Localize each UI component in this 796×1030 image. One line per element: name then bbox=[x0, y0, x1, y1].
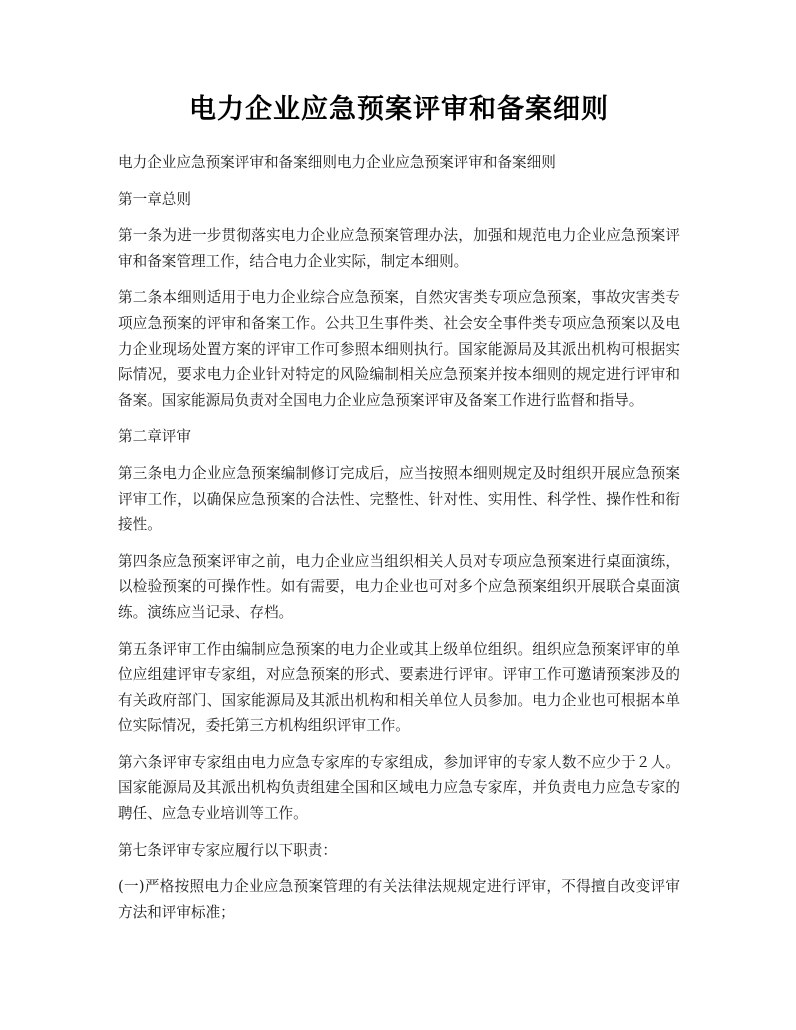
chapter-heading-general: 第一章总则 bbox=[118, 190, 191, 208]
article-1-paragraph: 第一条为进一步贯彻落实电力企业应急预案管理办法，加强和规范电力企业应急预案评审和备案管理工作，结合电力企业实际，制定本细则。 bbox=[118, 227, 680, 270]
article-6-paragraph: 第六条评审专家组由电力应急专家库的专家组成，参加评审的专家人数不应少于２人。国家能源局及其派出机构负责组建全国和区域电力应急专家库，并负责电力应急专家的聘任、应急专业培训等工作。 bbox=[118, 753, 680, 823]
article-5-paragraph: 第五条评审工作由编制应急预案的电力企业或其上级单位组织。组织应急预案评审的单位应组建评审专家组，对应急预案的形式、要素进行评审。评审工作可邀请预案涉及的有关政府部门、国家能源局及其派出机构和相关单位人员参加。电力企业也可根据本单位实际情况，委托第三方机构组织评审工作。 bbox=[118, 640, 680, 735]
article-4-paragraph: 第四条应急预案评审之前，电力企业应当组织相关人员对专项应急预案进行桌面演练，以检验预案的可操作性。如有需要，电力企业也可对多个应急预案组织开展联合桌面演练。演练应当记录、存档。 bbox=[118, 552, 680, 621]
article-7-item-1-paragraph: (一)严格按照电力企业应急预案管理的有关法律法规规定进行评审，不得擅自改变评审方法和评审标准； bbox=[118, 878, 680, 921]
article-7-paragraph: 第七条评审专家应履行以下职责： bbox=[118, 841, 337, 859]
document-title: 电力企业应急预案评审和备案细则 bbox=[189, 94, 609, 125]
chapter-heading-review: 第二章评审 bbox=[118, 428, 191, 446]
article-3-paragraph: 第三条电力企业应急预案编制修订完成后，应当按照本细则规定及时组织开展应急预案评审工作，以确保应急预案的合法性、完整性、针对性、实用性、科学性、操作性和衔接性。 bbox=[118, 464, 680, 534]
document-page bbox=[118, 88, 680, 936]
article-2-paragraph: 第二条本细则适用于电力企业综合应急预案，自然灾害类专项应急预案，事故灾害类专项应急预案的评审和备案工作。公共卫生事件类、社会安全事件类专项应急预案以及电力企业现场处置方案的评审工作可参照本细则执行。国家能源局及其派出机构可根据实际情况，要求电力企业针对特定的风险编制相关应急预案并按本细则的规定进行评审和备案。国家能源局负责对全国电力企业应急预案评审及备案工作进行监督和指导。 bbox=[118, 289, 680, 409]
document-subtitle-paragraph: 电力企业应急预案评审和备案细则电力企业应急预案评审和备案细则 bbox=[118, 154, 556, 171]
